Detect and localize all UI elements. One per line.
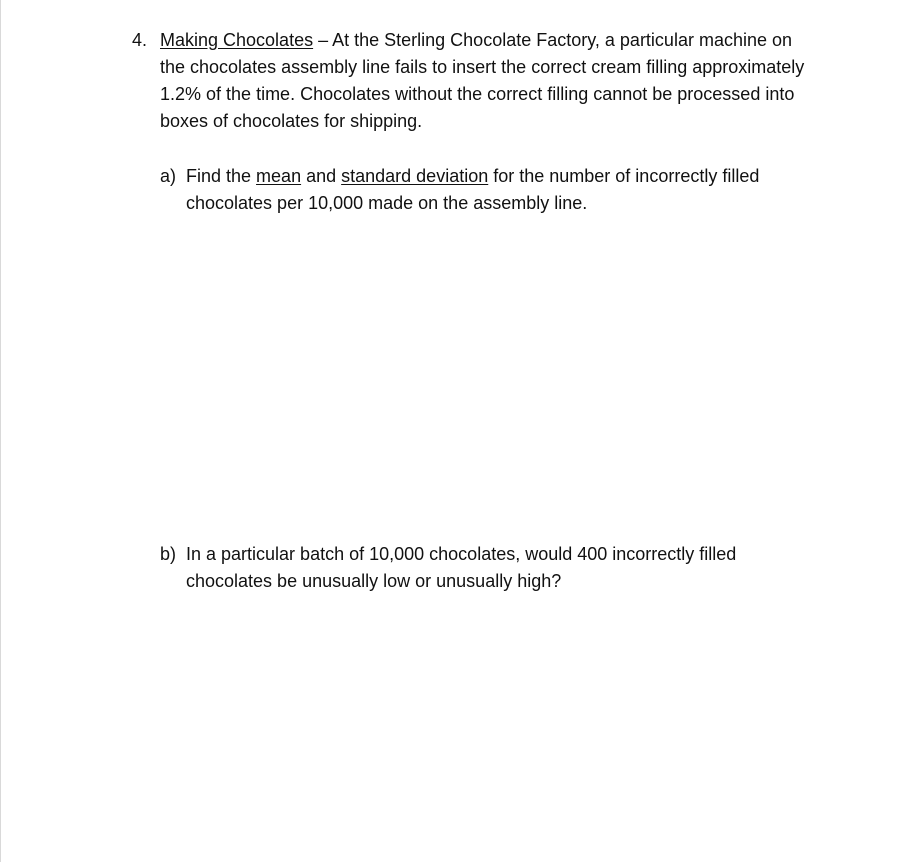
part-a-row: [160, 163, 800, 217]
term-standard-deviation: standard deviation: [341, 166, 489, 186]
part-b-text: In a particular batch of 10,000 chocolates, would 400 incorrectly filled chocolates be unusually low or unusually high?: [186, 544, 737, 591]
term-mean: mean: [256, 166, 302, 186]
part-b: [160, 541, 800, 595]
part-a: [160, 163, 800, 217]
problem-4: [132, 27, 812, 135]
problem-text: [160, 27, 812, 135]
page-left-edge: [0, 0, 1, 862]
problem-number: 4.: [132, 30, 148, 50]
part-a-text: [186, 163, 800, 217]
part-b-letter: b): [160, 544, 177, 564]
part-a-text-after: for the number of incorrectly filled chocolates per 10,000 made on the assembly line.: [186, 166, 760, 213]
problem-title: Making Chocolates: [160, 30, 314, 50]
part-a-text-middle: and: [301, 166, 342, 186]
part-b-row: [160, 541, 800, 595]
part-a-letter: a): [160, 166, 177, 186]
problem-row: [132, 27, 812, 135]
part-a-text-before: Find the: [186, 166, 257, 186]
problem-intro: – At the Sterling Chocolate Factory, a particular machine on the chocolates assembly line fails to insert the correct cream filling approximately 1.2% of the time. Chocolates without the correct filling cannot be processed into boxes of chocolates for shipping.: [160, 30, 805, 131]
